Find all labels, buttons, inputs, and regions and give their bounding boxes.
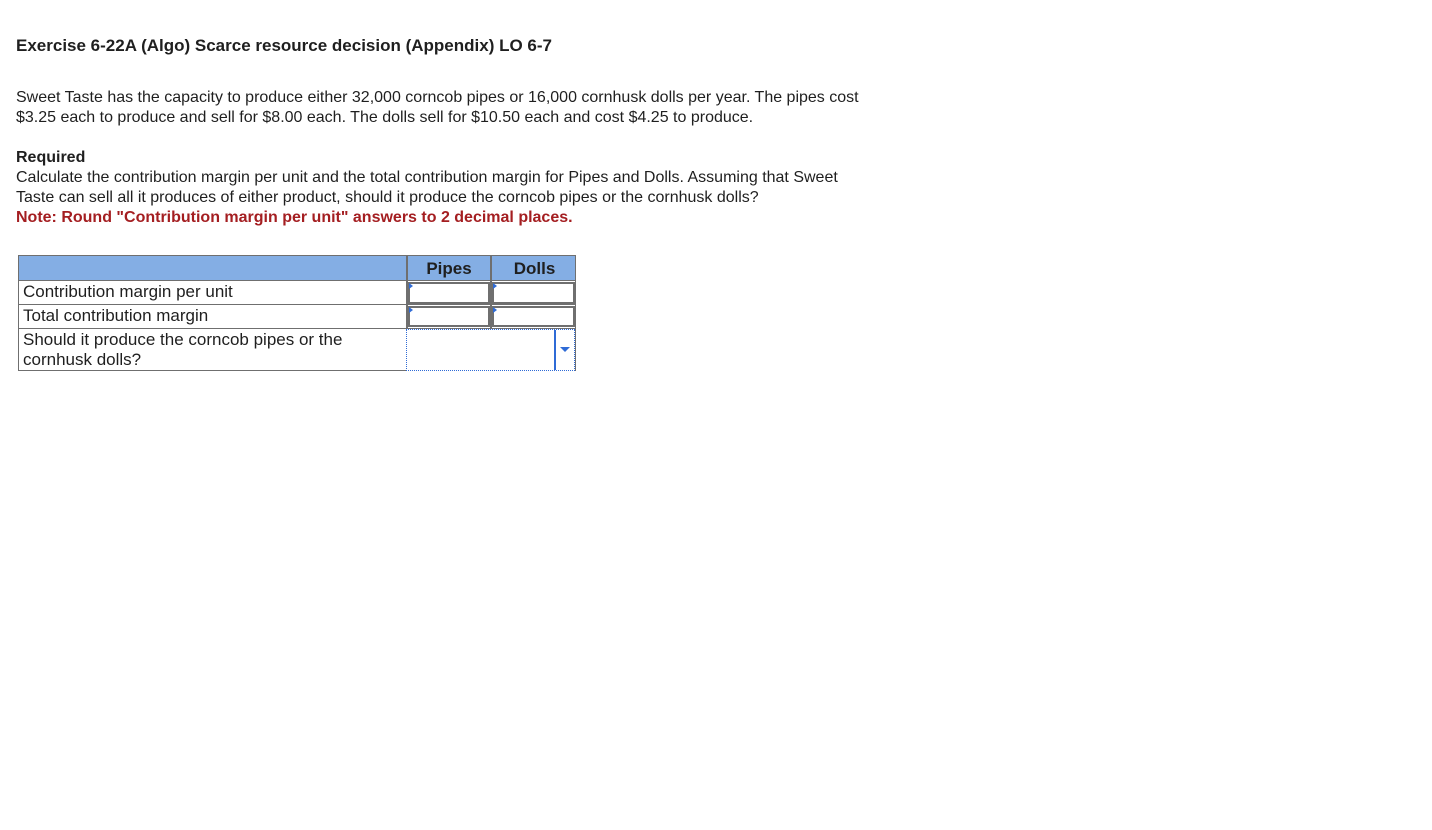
problem-line-2: $3.25 each to produce and sell for $8.00 each. The dolls sell for $10.50 each and cost $4.25 to produce. bbox=[16, 109, 754, 126]
table-row-total-cm bbox=[18, 305, 576, 329]
required-text bbox=[16, 168, 976, 208]
table-row-cm-per-unit bbox=[18, 281, 576, 305]
problem-line-1: Sweet Taste has the capacity to produce either 32,000 corncob pipes or 16,000 cornhusk dolls per year. The pipes cost bbox=[16, 89, 859, 106]
input-marker-icon bbox=[409, 283, 413, 289]
column-header-dolls: Dolls bbox=[490, 256, 577, 280]
row-label-decision bbox=[23, 330, 342, 370]
input-marker-icon bbox=[493, 307, 497, 313]
decision-label-line-1: Should it produce the corncob pipes or the bbox=[23, 330, 343, 349]
dolls-cm-per-unit-input[interactable] bbox=[492, 282, 575, 304]
input-marker-icon bbox=[409, 307, 413, 313]
row-label-cm-per-unit: Contribution margin per unit bbox=[23, 282, 233, 301]
decision-dropdown[interactable] bbox=[406, 329, 575, 371]
required-heading: Required bbox=[16, 149, 86, 166]
input-marker-icon bbox=[493, 283, 497, 289]
decision-label-line-2: cornhusk dolls? bbox=[23, 350, 142, 369]
column-header-pipes: Pipes bbox=[406, 256, 490, 280]
answer-table bbox=[18, 255, 576, 371]
required-line-2: Taste can sell all it produces of either product, should it produce the corncob pipes or the cornhusk dolls? bbox=[16, 189, 759, 206]
dolls-total-cm-input[interactable] bbox=[492, 306, 575, 327]
exercise-title: Exercise 6-22A (Algo) Scarce resource decision (Appendix) LO 6-7 bbox=[16, 36, 552, 55]
row-label-total-cm: Total contribution margin bbox=[23, 306, 209, 325]
pipes-cm-per-unit-input[interactable] bbox=[408, 282, 490, 304]
chevron-down-icon[interactable] bbox=[560, 347, 570, 352]
pipes-total-cm-input[interactable] bbox=[408, 306, 490, 327]
rounding-note: Note: Round "Contribution margin per unit" answers to 2 decimal places. bbox=[16, 209, 573, 226]
problem-statement bbox=[16, 88, 976, 128]
dropdown-divider bbox=[554, 330, 556, 370]
required-line-1: Calculate the contribution margin per unit and the total contribution margin for Pipes and Dolls. Assuming that Sweet bbox=[16, 169, 838, 186]
table-header-row bbox=[18, 255, 576, 281]
